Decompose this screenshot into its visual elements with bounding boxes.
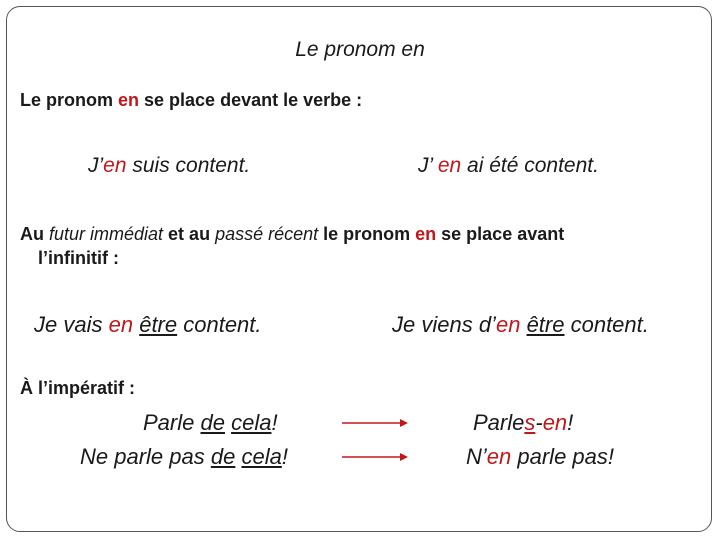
- imperatif-n-en-parle-pas: N’en parle pas!: [466, 444, 614, 469]
- rule-futur-passe: Au futur immédiat et au passé récent le pronom en se place avant: [20, 224, 565, 244]
- imperatif-parles-en: Parles-en!: [473, 410, 574, 435]
- slide-title: Le pronom en: [295, 38, 425, 61]
- arrow-right-icon: [340, 449, 410, 465]
- example-vais-en-etre: Je vais en être content.: [34, 312, 262, 337]
- example-ai-ete-content: J’ en ai été content.: [418, 154, 599, 177]
- example-suis-content: J’en suis content.: [88, 154, 251, 177]
- rule-futur-passe-line2: l’infinitif :: [38, 248, 119, 268]
- imperatif-ne-parle-pas: Ne parle pas de cela!: [80, 444, 288, 469]
- arrow-right-icon: [340, 415, 410, 431]
- rule-imperatif: À l’impératif :: [20, 378, 136, 398]
- imperatif-parle-de-cela: Parle de cela!: [143, 410, 278, 435]
- rule-devant-verbe: Le pronom en se place devant le verbe :: [20, 90, 363, 110]
- example-viens-en-etre: Je viens d’en être content.: [392, 312, 649, 337]
